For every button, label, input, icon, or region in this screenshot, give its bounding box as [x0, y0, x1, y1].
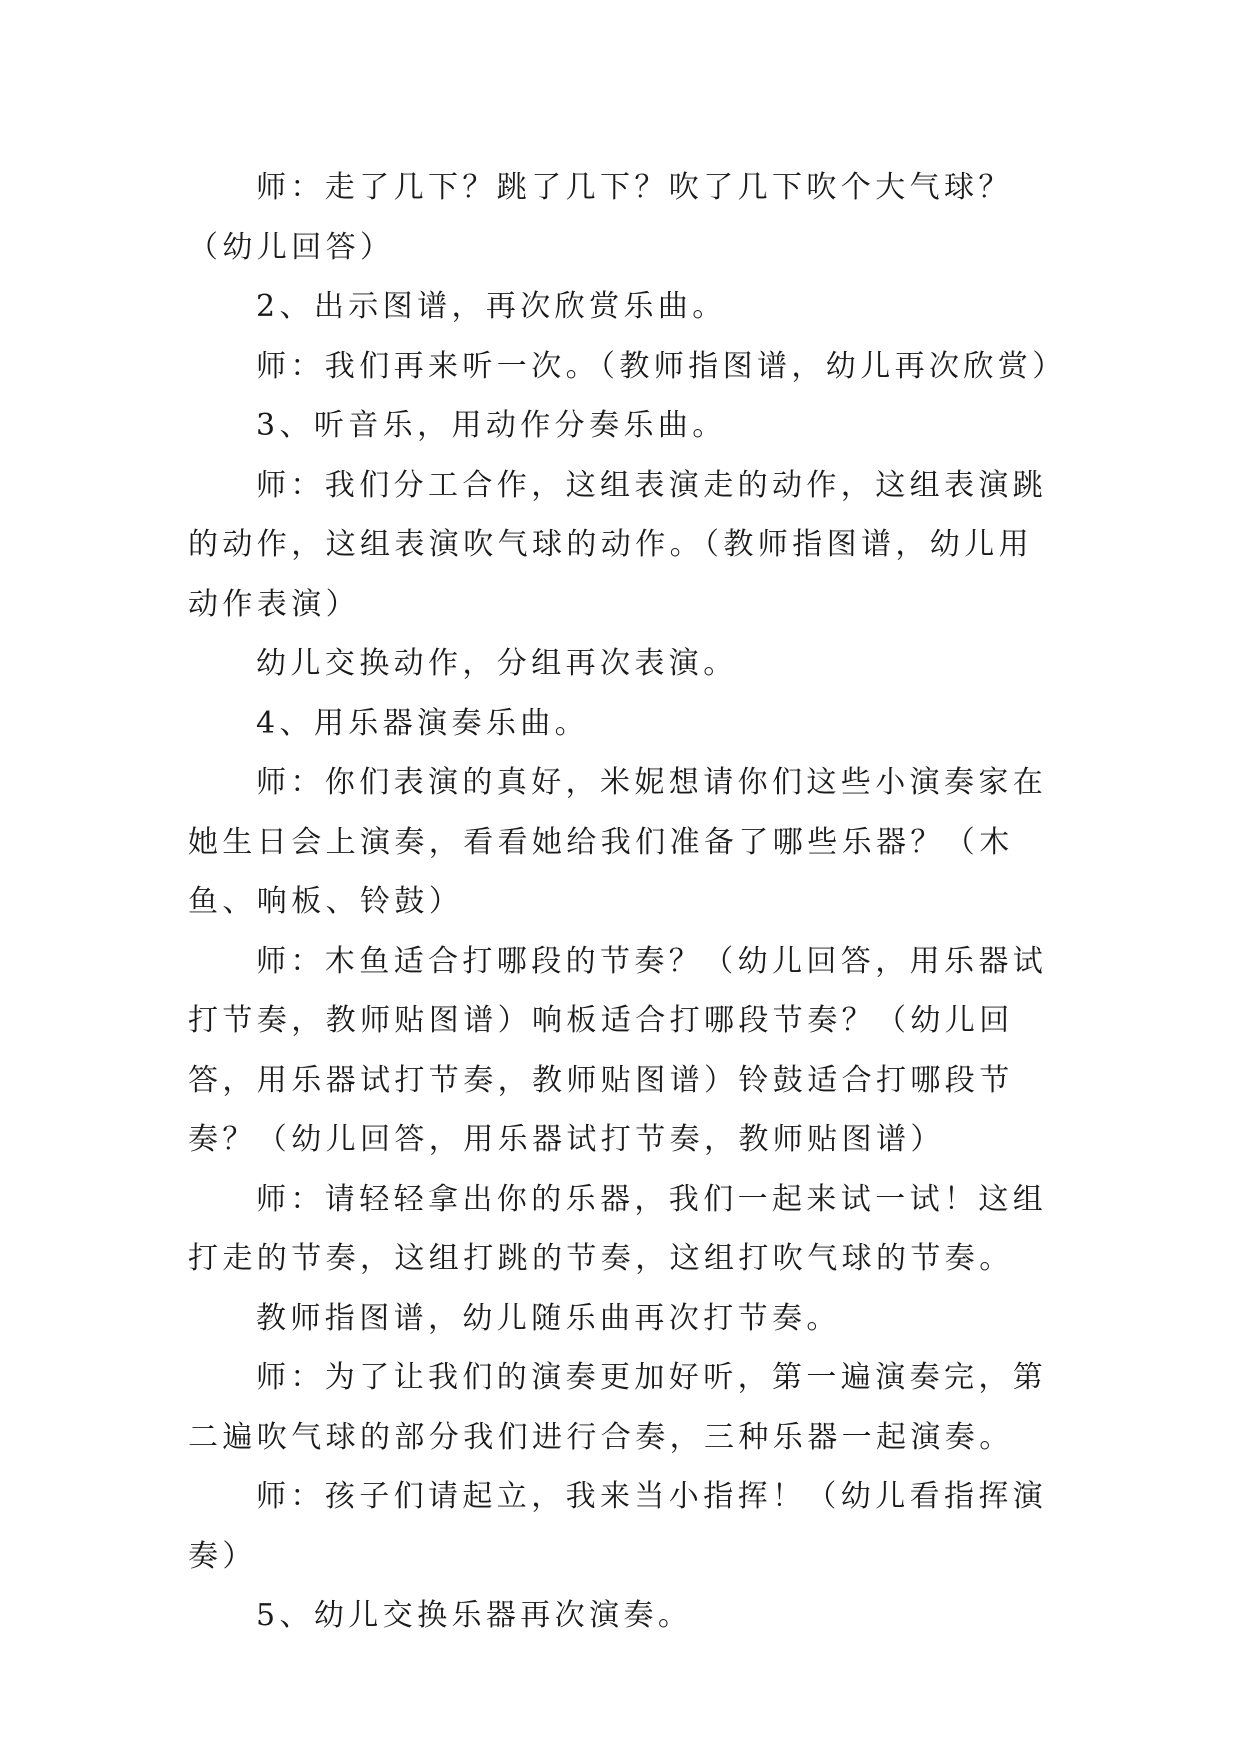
paragraph: 师：木鱼适合打哪段的节奏？（幼儿回答，用乐器试打节奏，教师贴图谱）响板适合打哪段节奏？（幼儿回答，用乐器试打节奏，教师贴图谱）铃鼓适合打哪段节奏？（幼儿回答，用乐器试打节奏，教师贴图谱）	[188, 943, 1048, 1157]
paragraph: 4、用乐器演奏乐曲。	[256, 705, 590, 741]
paragraph: 师：你们表演的真好，米妮想请你们这些小演奏家在她生日会上演奏，看看她给我们准备了哪些乐器？（木鱼、响板、铃鼓）	[188, 765, 1048, 919]
paragraph: 教师指图谱，幼儿随乐曲再次打节奏。	[256, 1300, 841, 1336]
paragraph: 幼儿交换动作，分组再次表演。	[256, 646, 738, 681]
paragraph: 师：请轻轻拿出你的乐器，我们一起来试一试！这组打走的节奏，这组打跳的节奏，这组打吹气球的节奏。	[188, 1181, 1048, 1276]
paragraph: 师：为了让我们的演奏更加好听，第一遍演奏完，第二遍吹气球的部分我们进行合奏，三种乐器一起演奏。	[188, 1360, 1048, 1455]
paragraph: 师：我们分工合作，这组表演走的动作，这组表演跳的动作，这组表演吹气球的动作。（教师指图谱，幼儿用动作表演）	[188, 467, 1048, 622]
paragraph: 师：走了几下？跳了几下？吹了几下吹个大气球？（幼儿回答）	[188, 170, 1013, 265]
paragraph: 师：孩子们请起立，我来当小指挥！（幼儿看指挥演奏）	[188, 1479, 1048, 1574]
document-body	[188, 158, 1067, 1646]
paragraph: 5、幼儿交换乐器再次演奏。	[256, 1598, 693, 1633]
paragraph: 师：我们再来听一次。（教师指图谱，幼儿再次欣赏）	[256, 348, 1067, 384]
paragraph: 2、出示图谱，再次欣赏乐曲。	[256, 289, 727, 324]
paragraph: 3、听音乐，用动作分奏乐曲。	[256, 408, 727, 443]
